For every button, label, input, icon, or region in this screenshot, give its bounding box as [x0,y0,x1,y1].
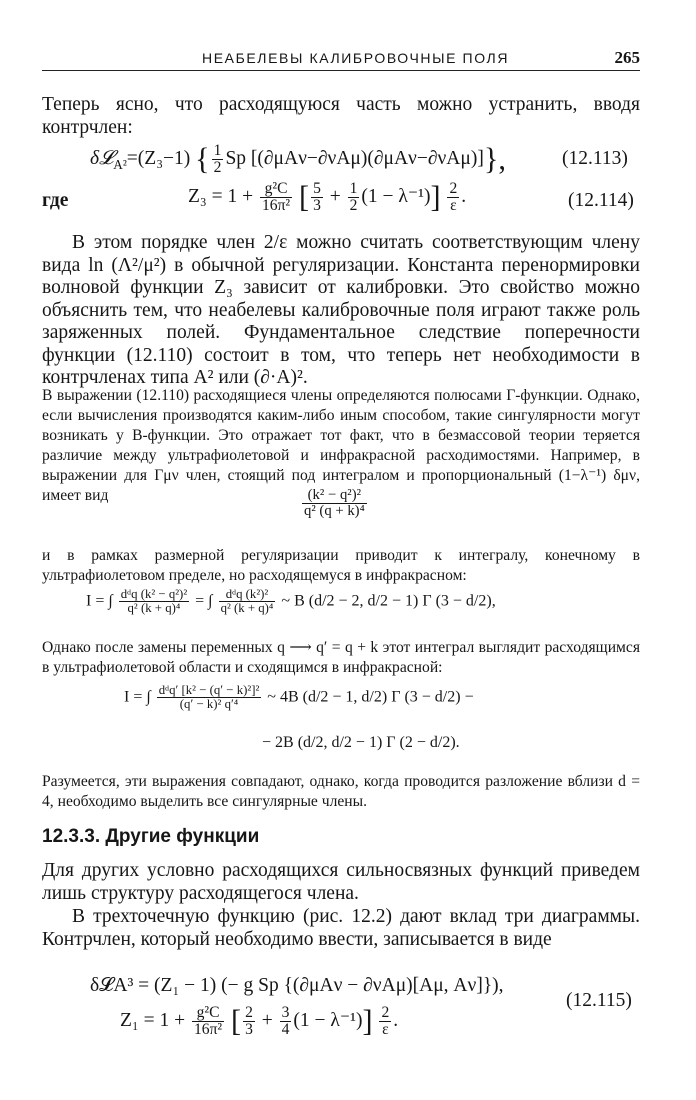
eqI2-tail: ~ 4B (d/2 − 1, d/2) Γ (3 − d/2) − [267,688,474,706]
eqI2-lhs: I = ∫ [124,688,151,706]
page-number: 265 [614,48,640,67]
paragraph-2: Для других условно расходящихся сильносвязных функций приведем лишь структуру расходящегося члена. [42,860,640,904]
equation-12-115-line2: Z₁ = 1 + $\frac{\text{g²C}}{\text{16π²}}$ [ $\frac{2}{3}$ + $\frac{3}{4}$ (1 − λ⁻¹)] $\frac{2}{\varepsilon}$ . [120,1003,399,1038]
integral-equation-1 [86,588,496,616]
eqI2-frac: $\frac{\text{dᵈq′ [k² − (q′ − k)²]²}}{\text{(q′ − k)² q′⁴}}$ [158,683,260,712]
eq114-lhs: Z₃ = 1 + [188,185,254,207]
fraction-kq [300,488,369,520]
eq113-rhs: =(Z₃−1) [126,147,191,169]
running-header [42,46,640,71]
eqI1-frac2: $\frac{\text{dᵈq (k²)²}}{\text{q² (k + q)⁴}}$ [220,587,274,616]
eq113-body: Sp [(∂μAν−∂νAμ)(∂μAν−∂νAμ)] [225,147,484,169]
fraction-kq-num: (k² − q²)² [302,488,367,504]
eq115-mid: (1 − λ⁻¹) [293,1009,363,1031]
paragraph-3: В трехточечную функцию (рис. 12.2) дают вклад три диаграммы. Контрчлен, который необходимо ввести, записывается в виде [42,906,640,950]
intro-text: Теперь ясно, что расходящуюся часть можно устранить, вводя контрчлен: [42,94,640,138]
header-title: НЕАБЕЛЕВЫ КАЛИБРОВОЧНЫЕ ПОЛЯ [202,50,510,66]
eqI1-lhs: I = ∫ [86,592,113,610]
eq113-lhs: δ𝓛 [90,147,114,169]
integral-equation-2 [124,684,474,712]
where-label: где [42,190,69,211]
equation-12-114: Z₃ = 1 + $\frac{\text{g²C}}{\text{16π²}}$ [ $\frac{5}{3}$ + $\frac{1}{2}$ (1 − λ⁻¹)] $\frac{2}{\varepsilon}$ . [188,179,467,214]
small-text-2: и в рамках размерной регуляризации приводит к интегралу, конечному в ультрафиолетовом пределе, но расходящемуся в инфракрасном: [42,547,640,584]
eq115-frac4: $\frac{2}{\varepsilon}$ [381,1003,390,1038]
eq114-frac3: $\frac{1}{2}$ [349,179,358,214]
small-text-1: В выражении (12.110) расходящиеся члены определяются полюсами Γ-функции. Однако, если вычисления производятся каким-либо иным способом, такие сингулярности могут возникать у B-функции. Это отражает тот факт, что в безмассовой теории теряется различие между ультрафиолетовой и инфракрасной расходимостями. Например, в выражении для Γμν член, стоящий под интегралом и пропорциональный (1−λ⁻¹) δμν, имеет вид [42,387,640,504]
eq-number-12-115: (12.115) [566,990,632,1011]
paragraph-1: В этом порядке член 2/ε можно считать соответствующим члену вида ln (Λ²/μ²) в обычной регуляризации. Константа перенормировки волновой функции Z₃ зависит от калибровки. Это свойство можно объяснить тем, что неабелевы калибровочные поля играют также роль заряженных полей. Фундаментальное следствие поперечности функции (12.110) состоит в том, что теперь нет необходимости в контрчленах типа A² или (∂·A)². [42,232,640,388]
integral-equation-2-line2: − 2B (d/2, d/2 − 1) Γ (2 − d/2). [262,734,460,751]
eq114-frac2: $\frac{5}{3}$ [313,179,321,214]
equation-12-113: δ𝓛$_{A^2}$=(Z₃−1) { $\frac{1}{2}$ Sp [(∂μAν−∂νAμ)(∂μAν−∂νAμ)]}, [90,141,506,176]
eq-number-12-113: (12.113) [562,148,628,169]
eq115-frac3: $\frac{3}{4}$ [281,1003,290,1038]
small-text-3: Однако после замены переменных q ⟶ q′ = q + k этот интеграл выглядит расходящимся в ультрафиолетовой области и сходящимся в инфракрасной: [42,639,640,676]
eq-number-12-114: (12.114) [568,190,634,211]
section-heading: 12.3.3. Другие функции [42,826,260,847]
fraction-kq-den: q² (q + k)⁴ [304,503,365,520]
eq115-frac1: $\frac{\text{g²C}}{\text{16π²}}$ [193,1003,223,1038]
eq113-sub: A² [113,156,127,172]
eq114-frac4: $\frac{2}{\varepsilon}$ [449,179,458,214]
eq113-half: $\frac{1}{2}$ [213,141,222,176]
eqI1-frac1: $\frac{\text{dᵈq (k² − q²)²}}{\text{q² (k + q)⁴}}$ [120,587,188,616]
eq115-lhs: Z₁ = 1 + [120,1009,186,1031]
eqI1-tail: ~ B (d/2 − 2, d/2 − 1) Γ (3 − d/2), [281,592,496,610]
eqI1-mid: = ∫ [195,592,213,610]
equation-12-115-line1: δ𝓛A³ = (Z₁ − 1) (− g Sp {(∂μAν − ∂νAμ)[Aμ, Aν]}), [90,975,504,996]
eq114-frac1: $\frac{\text{g²C}}{\text{16π²}}$ [261,179,291,214]
small-text-4: Разумеется, эти выражения совпадают, однако, когда проводится разложение вблизи d = 4, необходимо выделить все сингулярные члены. [42,773,640,810]
eq115-frac2: $\frac{2}{3}$ [245,1003,253,1038]
eq114-mid: (1 − λ⁻¹) [361,185,431,207]
